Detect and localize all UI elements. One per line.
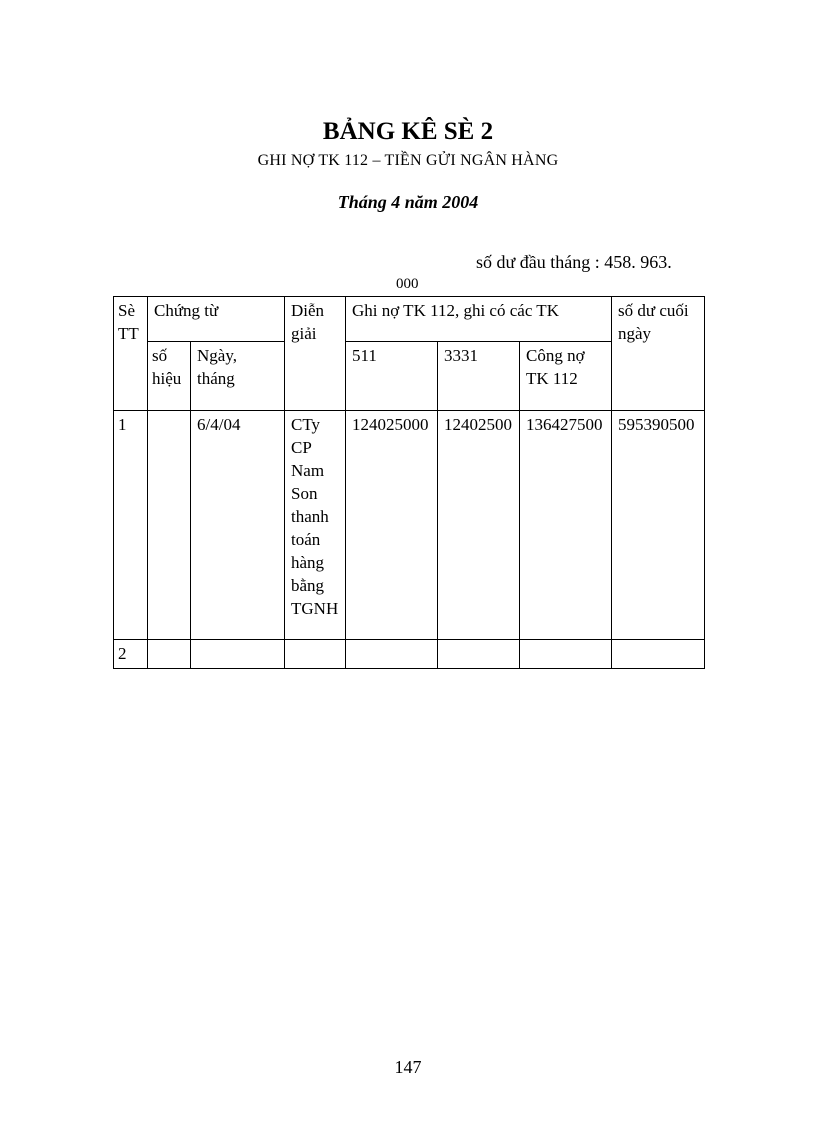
table-row [114, 411, 705, 640]
row-tk-3331 [438, 640, 520, 669]
row-ngay-thang [191, 640, 285, 669]
header-so-du-cuoi-ngay: số dư cuối ngày [612, 297, 705, 411]
row-dien-giai: CTy CP Nam Son thanh toán hàng bằng TGNH [285, 411, 346, 640]
row-so-du-cuoi-ngay [612, 640, 705, 669]
header-ngay-thang: Ngày, tháng [191, 342, 285, 411]
ledger-table [113, 296, 705, 669]
row-tk-3331: 12402500 [438, 411, 520, 640]
reporting-period: Tháng 4 năm 2004 [337, 192, 479, 212]
table-header-row [114, 297, 705, 342]
opening-balance-continuation: 000 [396, 276, 419, 292]
header-chung-tu: Chứng từ [148, 297, 285, 342]
row-so-hieu [148, 411, 191, 640]
row-tk-511: 124025000 [346, 411, 438, 640]
header-dien-giai: Diễn giải [285, 297, 346, 411]
page-number: 147 [394, 1057, 422, 1077]
header-stt: Sè TT [114, 297, 148, 411]
document-subtitle: GHI NỢ TK 112 – TIỀN GỬI NGÂN HÀNG [257, 152, 559, 169]
row-cong-no: 136427500 [520, 411, 612, 640]
header-tk-511: 511 [346, 342, 438, 411]
row-tk-511 [346, 640, 438, 669]
document-title: BẢNG KÊ SÈ 2 [322, 118, 494, 145]
row-dien-giai [285, 640, 346, 669]
row-ngay-thang: 6/4/04 [191, 411, 285, 640]
opening-balance: số dư đầu tháng : 458. 963. [476, 252, 672, 272]
header-tk-3331: 3331 [438, 342, 520, 411]
header-ghi-no-group: Ghi nợ TK 112, ghi có các TK [346, 297, 612, 342]
row-stt: 1 [114, 411, 148, 640]
row-so-du-cuoi-ngay: 595390500 [612, 411, 705, 640]
row-so-hieu [148, 640, 191, 669]
row-cong-no [520, 640, 612, 669]
header-so-hieu: số hiệu [148, 342, 191, 411]
row-stt: 2 [114, 640, 148, 669]
header-cong-no: Công nợ TK 112 [520, 342, 612, 411]
table-row [114, 640, 705, 669]
